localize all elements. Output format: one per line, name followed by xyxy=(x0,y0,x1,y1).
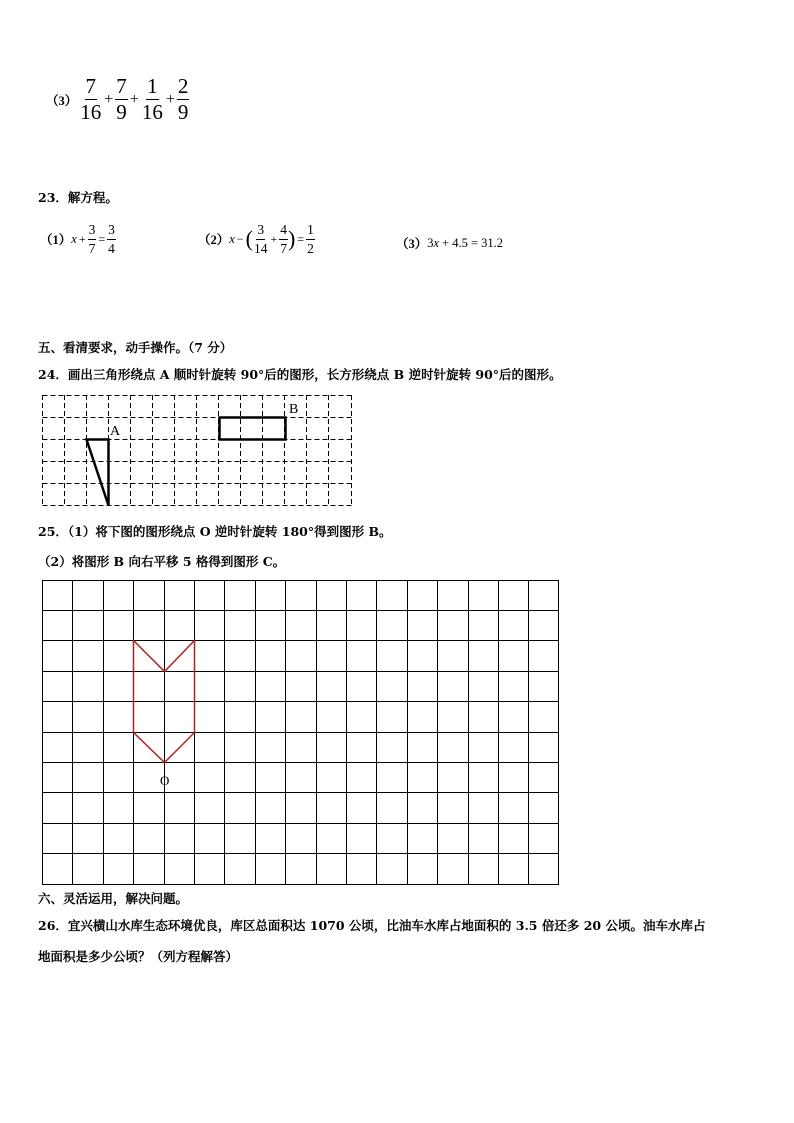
fraction: $\frac{3}{7}$ xyxy=(88,222,96,256)
plus-sign: + xyxy=(104,90,114,108)
section5-title: 五、看清要求，动手操作。（7 分） xyxy=(38,340,233,355)
point-b-label: B xyxy=(289,402,299,417)
q22-part3-expression xyxy=(46,76,189,123)
rectangle-shape xyxy=(220,418,286,440)
q25-square-grid xyxy=(42,580,560,886)
section6-title: 六、灵活运用，解决问题。 xyxy=(38,891,189,906)
fraction: $\frac{7}{16}$ xyxy=(80,74,102,124)
q23-title: 23．解方程。 xyxy=(38,190,118,205)
plus-sign: + xyxy=(129,90,139,108)
q23-equation-1: （1） x + $\frac{3}{7}$ = $\frac{3}{4}$ xyxy=(40,222,115,256)
q26-line-2: 地面积是多少公顷？（列方程解答） xyxy=(38,949,239,964)
fraction: $\frac{2}{9}$ xyxy=(177,74,189,124)
q25-line-1: 25．（1）将下图的图形绕点 O 逆时针旋转 180°得到图形 B。 xyxy=(38,524,392,539)
q24-dashed-grid xyxy=(42,395,356,507)
q26-line-1: 26．宜兴横山水库生态环境优良，库区总面积达 1070 公顷，比油车水库占地面积的 3.5 倍还多 20 公顷。油车水库占 xyxy=(38,918,706,933)
q23-equation-2: （2） x − ( $\frac{3}{14}$ + $\frac{4}{7}$ ) = $\frac{1}{2}$ xyxy=(198,222,314,256)
fraction: $\frac{1}{2}$ xyxy=(307,222,314,256)
q25-line-2: （2）将图形 B 向右平移 5 格得到图形 C。 xyxy=(38,554,286,569)
fraction: $\frac{4}{7}$ xyxy=(280,222,287,256)
fraction: $\frac{3}{14}$ xyxy=(253,222,268,256)
point-o-label: O xyxy=(160,773,170,788)
fraction: $\frac{3}{4}$ xyxy=(108,222,115,256)
q23-equation-3: （3） 3 x + 4.5 = 31.2 xyxy=(396,235,504,251)
fraction: $\frac{1}{16}$ xyxy=(141,74,163,124)
fraction: $\frac{7}{9}$ xyxy=(116,74,127,124)
triangle-shape xyxy=(87,440,109,506)
q24-title: 24．画出三角形绕点 A 顺时针旋转 90°后的图形，长方形绕点 B 逆时针旋转 90°后的图形。 xyxy=(38,367,562,382)
grid-lines xyxy=(42,580,559,885)
point-a-label: A xyxy=(110,424,121,439)
q22-part3-label: （3） xyxy=(46,93,78,108)
plus-sign: + xyxy=(165,90,175,108)
